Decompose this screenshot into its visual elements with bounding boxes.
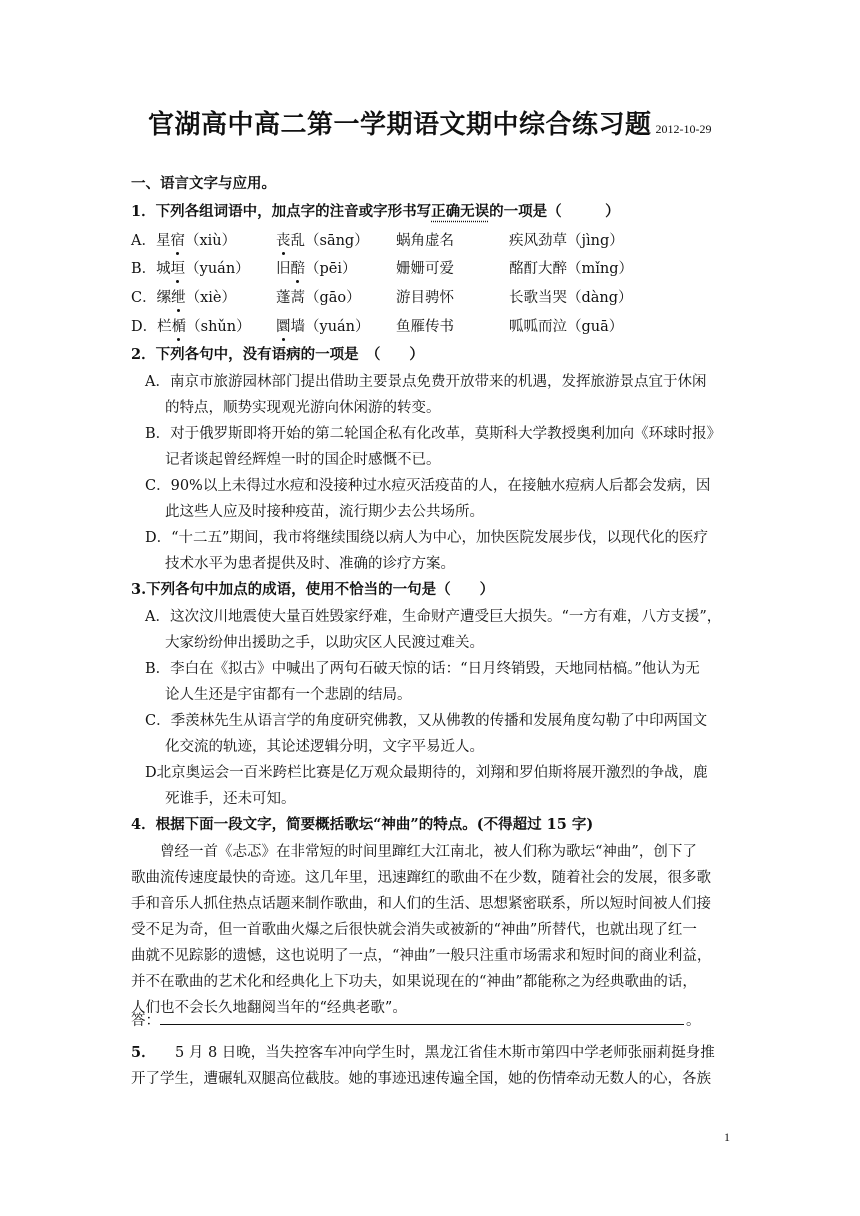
q5-passage-line: 5 月 8 日晚，当失控客车冲向学生时，黑龙江省佳木斯市第四中学老师张丽莉挺身推 (175, 1045, 715, 1061)
q1-option-a-4: 疾风劲草（jìng） (509, 233, 624, 249)
option-text: 蓬 (276, 290, 291, 306)
option-text: 城 (156, 261, 171, 277)
q1-stem-dot-text: 正确无误 (431, 203, 490, 220)
q1-option-d (131, 317, 251, 337)
dotted-char: 垣 (170, 261, 186, 277)
q1-option-c (131, 288, 236, 308)
option-label: C． (131, 290, 157, 306)
question-3-stem: 3.下列各句中加点的成语，使用不恰当的一句是（ ） (131, 581, 495, 598)
q1-option-c-3: 游目骋怀 (396, 290, 454, 306)
q3-option-d-cont: 死谁手，还未可知。 (165, 791, 296, 807)
answer-end: 。 (686, 1013, 701, 1029)
q1-option-a-3: 蜗角虚名 (396, 233, 454, 249)
question-2-stem: 2．下列各句中，没有语病的一项是 （ ） (131, 346, 424, 363)
option-text: 缧 (156, 290, 172, 306)
dotted-char: 宿 (170, 233, 185, 249)
q1-option-d-2 (276, 317, 370, 337)
q3-option-d: D北京奥运会一百米跨栏比赛是亿万观众最期待的，刘翔和罗伯斯将展开激烈的争战，鹿 (145, 765, 708, 781)
option-text: （shǔn） (186, 319, 251, 335)
q4-passage-line: 受不足为奇，但一首歌曲火爆之后很快就会消失或被新的“神曲”所替代，也就出现了红一 (131, 922, 697, 938)
option-text: 乱（sāng） (290, 233, 369, 249)
q3-option-a: A．这次汶川地震使大量百姓毁家纾难，生命财产遭受巨大损失。“一方有难，八方支援”， (145, 609, 722, 625)
dotted-char: 圜 (276, 319, 291, 335)
q1-stem-b: 的一项是（ ） (489, 203, 620, 220)
q2-option-a: A．南京市旅游园林部门提出借助主要景点免费开放带来的机遇，发挥旅游景点宜于休闲 (145, 374, 707, 390)
q1-option-b-4: 酩酊大醉（mǐng） (509, 261, 634, 277)
q1-option-d-3: 鱼雁传书 (396, 319, 454, 335)
q2-option-d-cont: 技术水平为患者提供及时、准确的诊疗方案。 (165, 556, 455, 572)
q4-passage-line: 并不在歌曲的艺术化和经典化上下功夫，如果说现在的“神曲”都能称之为经典歌曲的话， (131, 974, 697, 990)
section-heading: 一、语言文字与应用。 (131, 175, 276, 192)
option-text: 蒿（gāo） (290, 290, 361, 306)
q4-passage-line: 曾经一首《忐忑》在非常短的时间里蹿红大江南北，被人们称为歌坛“神曲”，创下了 (160, 844, 697, 860)
q1-option-d-4: 呱呱而泣（guā） (509, 319, 624, 335)
q1-option-a (131, 231, 236, 251)
dotted-char: 丧 (276, 233, 291, 249)
q1-stem-a: 1．下列各组词语中，加点字的注音或字形书写 (131, 203, 432, 220)
q2-option-c-cont: 此这些人应及时接种疫苗，流行期少去公共场所。 (165, 504, 484, 520)
q1-option-c-2 (276, 288, 361, 308)
title-date: 2012-10-29 (655, 122, 712, 136)
q1-stem-dotted (431, 203, 489, 220)
q3-option-c: C．季羡林先生从语言学的角度研究佛教，又从佛教的传播和发展角度勾勒了中印两国文 (145, 713, 708, 729)
option-text: （xiè） (185, 290, 237, 306)
q1-option-b (131, 259, 250, 279)
page-number: 1 (724, 1130, 730, 1144)
q4-passage-line: 人们也不会长久地翻阅当年的“经典老歌”。 (131, 1000, 407, 1016)
option-text: 旧 (276, 261, 291, 277)
q1-option-b-2 (276, 259, 357, 279)
q3-option-c-cont: 化交流的轨迹，其论述逻辑分明，文字平易近人。 (165, 739, 484, 755)
q2-option-c: C．90%以上未得过水痘和没接种过水痘灭活疫苗的人，在接触水痘病人后都会发病，因 (145, 478, 711, 494)
title-text: 官湖高中高二第一学期语文期中综合练习题 (148, 110, 652, 140)
q3-option-b-cont: 论人生还是宇宙都有一个悲剧的结局。 (165, 687, 412, 703)
option-label: D． (131, 319, 158, 335)
q2-option-a-cont: 的特点，顺势实现观光游向休闲游的转变。 (165, 400, 441, 416)
q4-passage-line: 手和音乐人抓住热点话题来制作歌曲，和人们的生活、思想紧密联系，所以短时间被人们接 (131, 896, 711, 912)
option-text: （xiù） (184, 233, 237, 249)
q2-option-d: D．“十二五”期间，我市将继续围绕以病人为中心，加快医院发展步伐，以现代化的医疗 (145, 530, 708, 546)
dotted-char: 楯 (171, 319, 187, 335)
dotted-char: 绁 (171, 290, 186, 306)
q2-option-b-cont: 记者谈起曾经辉煌一时的国企时感慨不已。 (165, 452, 441, 468)
q4-passage-line: 歌曲流传速度最快的奇迹。这几年里，迅速蹿红的歌曲不在少数，随着社会的发展，很多歌 (131, 870, 711, 886)
q5-passage-line: 开了学生，遭碾轧双腿高位截肢。她的事迹迅速传遍全国，她的伤情牵动无数人的心，各族 (131, 1071, 711, 1087)
question-4-stem: 4．根据下面一段文字，简要概括歌坛“神曲”的特点。(不得超过 15 字) (131, 816, 594, 833)
option-text: （pēi） (305, 261, 357, 277)
q2-option-b: B．对于俄罗斯即将开始的第二轮国企私有化改革，莫斯科大学教授奥利加向《环球时报》 (145, 426, 722, 442)
option-label: A． (131, 233, 156, 249)
question-1-stem (131, 202, 620, 222)
answer-label: 答： (131, 1013, 160, 1029)
option-text: 墙（yuán） (290, 319, 370, 335)
q1-option-c-4: 长歌当哭（dàng） (509, 290, 633, 306)
page-title (148, 104, 712, 141)
q1-option-a-2 (276, 231, 369, 251)
option-text: 星 (155, 233, 171, 249)
option-label: B． (131, 261, 157, 277)
answer-blank-line[interactable] (160, 1024, 684, 1025)
question-5-number: 5． (131, 1044, 156, 1061)
q3-option-a-cont: 大家纷纷伸出援助之手，以助灾区人民渡过难关。 (165, 635, 484, 651)
q4-passage-line: 曲就不见踪影的遗憾，这也说明了一点，“神曲”一般只注重市场需求和短时间的商业利益， (131, 948, 712, 964)
q3-option-b: B．李白在《拟古》中喊出了两句石破天惊的话：“日月终销毁，天地同枯槁。”他认为无 (145, 661, 700, 677)
option-text: 栏 (157, 319, 172, 335)
option-text: （yuán） (185, 261, 250, 277)
q1-option-b-3: 姗姗可爱 (396, 261, 454, 277)
dotted-char: 醅 (290, 261, 305, 277)
